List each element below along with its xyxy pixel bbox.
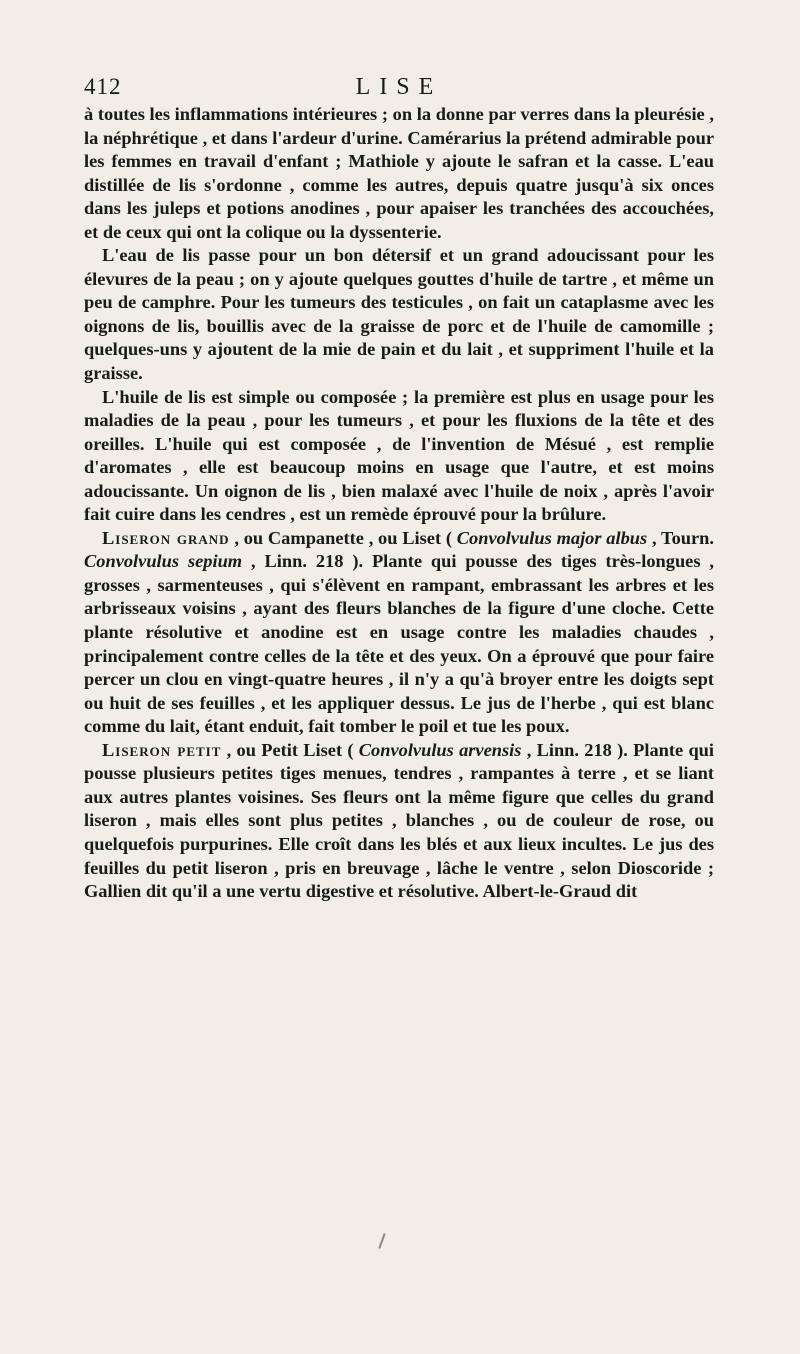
- entry-headword: Liseron petit: [102, 739, 222, 760]
- latin-name: Convolvulus sepium: [84, 551, 243, 572]
- paragraph-lis-uses: à toutes les inflammations intérieures ; on la donne par verres dans la pleurésie , la néphrétique , et dans l'ardeur d'urine. Camérarius la prétend admirable pour les femmes en travail d'enfant ; Mathiole y ajoute le safran et la casse. L'eau distillée de lis s'ordonne , comme les autres, depuis quatre jusqu'à six onces dans les juleps et potions anodines , pour apaiser les tranchées des accouchées, et de ceux qui ont la colique ou la dyssenterie.: [84, 104, 714, 242]
- entry-lead-text: , ou Campanette , ou Liset (: [229, 527, 457, 548]
- entry-headword: Liseron grand: [102, 527, 230, 548]
- entry-liseron-grand: [84, 527, 714, 739]
- entry-body-text: , Linn. 218 ). Plante qui pousse des tiges très-longues , grosses , sarmenteuses , qui s'élèvent en rampant, embrassant les arbres et les arbrisseaux voisins , ayant des fleurs blanches de la figure d'une cloche. Cette plante résolutive et anodine est en usage contre les maladies chaudes , principalement contre celles de la tête et des yeux. On a éprouvé que pour faire percer un clou en vingt-quatre heures , il n'y a qu'à broyer entre les doigts sept ou huit de ses feuilles , et les appliquer dessus. Le jus de l'herbe , qui est blanc comme du lait, étant enduit, fait tomber le poil et tue les poux.: [84, 551, 714, 737]
- main-text: [84, 103, 714, 904]
- ink-mark: [378, 1233, 385, 1249]
- entry-lead-text: , ou Petit Liset (: [221, 739, 359, 760]
- entry-liseron-petit: [84, 739, 714, 904]
- paragraph-huile-de-lis: L'huile de lis est simple ou composée ; la première est plus en usage pour les maladies de la peau , pour les tumeurs , et pour les fluxions de la tête et des oreilles. L'huile qui est composée , de l'invention de Mésué , est remplie d'aromates , elle est beaucoup moins en usage que l'autre, et est moins adoucissante. Un oignon de lis , bien malaxé avec l'huile de noix , après l'avoir fait cuire dans les cendres , est un remède éprouvé pour la brûlure.: [84, 386, 714, 525]
- entry-middle-text: , Tourn.: [647, 527, 714, 548]
- paragraph-eau-de-lis: L'eau de lis passe pour un bon détersif et un grand adoucissant pour les élevures de la peau ; on y ajoute quelques gouttes d'huile de tartre , et même un peu de camphre. Pour les tumeurs des testicules , on fait un cataplasme avec les oignons de lis, bouillis avec de la graisse de porc et de l'huile de camomille ; quelques-uns y ajoutent de la mie de pain et du lait , et suppriment l'huile et la graisse.: [84, 245, 714, 384]
- running-head: LISE: [355, 74, 443, 100]
- entry-body-text: , Linn. 218 ). Plante qui pousse plusieurs petites tiges menues, tendres , rampantes à terre , et se liant aux autres plantes voisines. Ses fleurs ont la même figure que celles du grand liseron , mais elles sont plus petites , blanches , ou de couleur de rose, ou quelquefois purpurines. Elle croît dans les blés et aux lieux incultes. Le jus des feuilles du petit liseron , pris en breuvage , lâche le ventre , selon Dioscoride ; Gallien dit qu'il a une vertu digestive et résolutive. Albert-le-Graud dit: [84, 739, 715, 902]
- latin-name: Convolvulus major albus: [456, 527, 648, 548]
- latin-name: Convolvulus arvensis: [358, 739, 522, 760]
- page-number: 412: [84, 74, 122, 99]
